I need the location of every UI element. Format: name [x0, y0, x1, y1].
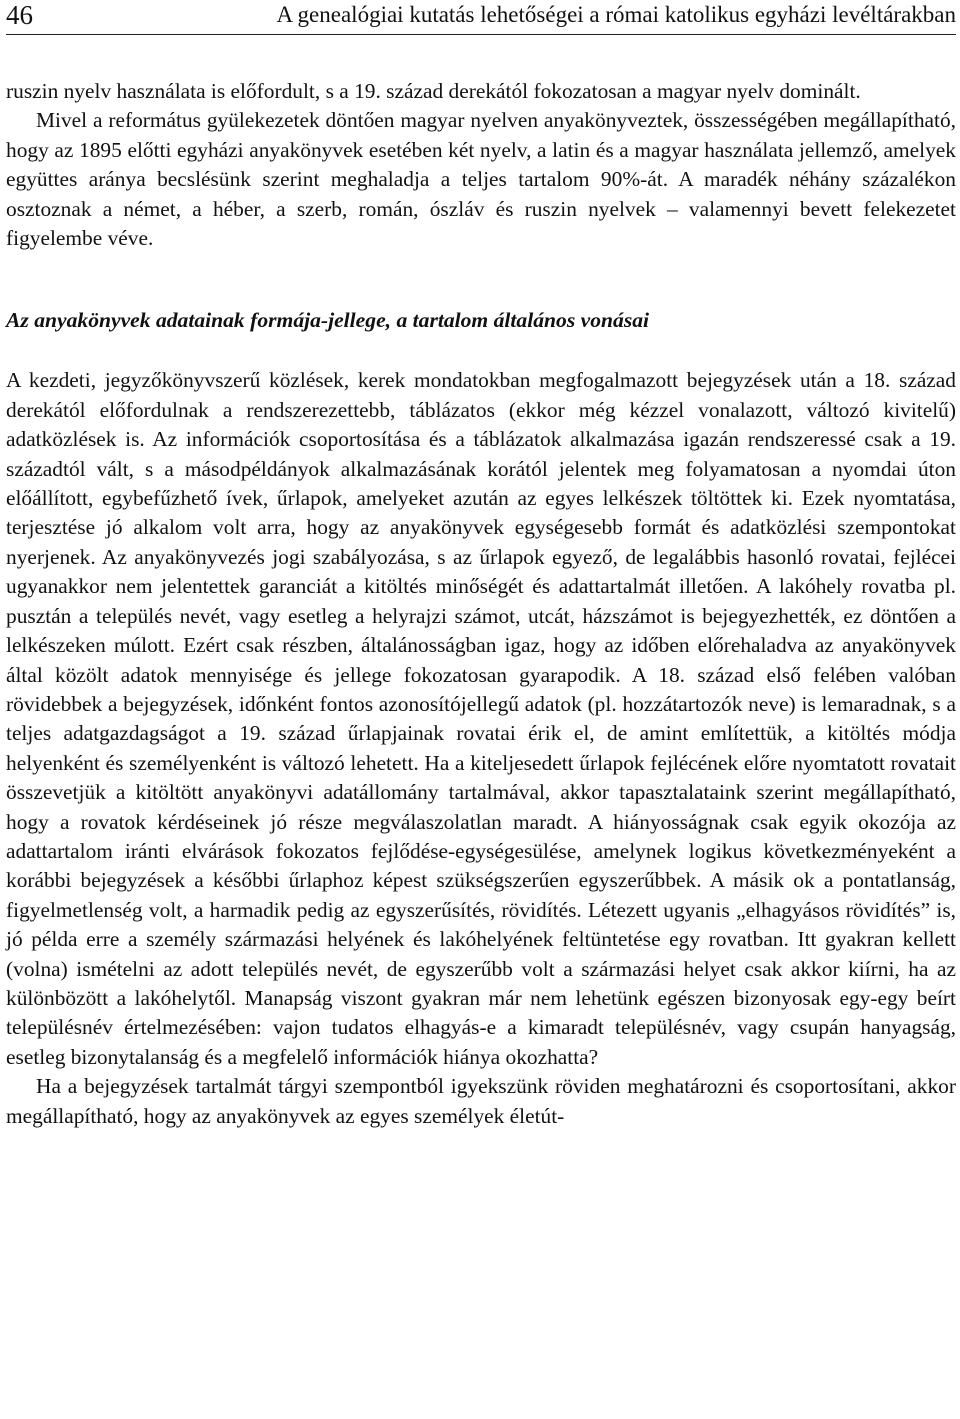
document-page	[6, 0, 956, 1131]
paragraph-languages: Mivel a református gyülekezetek döntően magyar nyelven anyakönyveztek, összességében megállapítható, hogy az 1895 előtti egyházi anyakönyvek esetében két nyelv, a latin és a magyar használata jellemző, amelyek együttes aránya becslésünk szerint meghaladja a teljes tartalom 90%-át. A maradék néhány százalékon osztoznak a német, a héber, a szerb, román, ószláv és ruszin nyelvek – valamennyi bevett felekezetet figyelembe véve.	[6, 108, 956, 251]
running-title: A genealógiai kutatás lehetőségei a római katolikus egyházi levéltárakban	[276, 2, 956, 27]
page-number: 46	[6, 0, 33, 30]
running-header	[6, 0, 956, 35]
paragraph-registry-forms: A kezdeti, jegyzőkönyvszerű közlések, kerek mondatokban megfogalmazott bejegyzések után a 18. század derekától előfordulnak a rendszerezettebb, táblázatos (ekkor még kézzel vonalazott, változó kivitelű) adatközlések is. Az információk csoportosítása és a táblázatok alkalmazása igazán rendszeressé csak a 19. századtól vált, s a másodpéldányok alkalmazásának korától jelentek meg folyamatosan a nyomdai úton előállított, egybefűzhető ívek, űrlapok, amelyeket azután az egyes lelkészek töltöttek ki. Ezek nyomtatása, terjesztése jó alkalom volt arra, hogy az anyakönyvek egységesebb formát és adatközlési szempontokat nyerjenek. Az anyakönyvezés jogi szabályozása, s az űrlapok egyező, de legalábbis hasonló rovatai, fejlécei ugyanakkor nem jelentettek garanciát a kitöltés minőségét és adattartalmát illetően. A lakóhely rovatba pl. pusztán a település nevét, vagy esetleg a helyrajzi számot, utcát, házszámot is bejegyezhették, ez döntően a lelkészeken múlott. Ezért csak részben, általánosságban igaz, hogy az időben előrehaladva az anyakönyvek által közölt adatok mennyisége és jellege fokozatosan gyarapodik. A 18. század első felében valóban rövidebbek a bejegyzések, időnként fontos azonosítójellegű adatok (pl. hozzátartozók neve) is lemaradnak, s a teljes adatgazdagságot a 19. század űrlapjainak rovatai érik el, de amint említettük, a kitöltés módja helyenként és személyenként is változó lehetett. Ha a kiteljesedett űrlapok fejlécének előre nyomtatott rovatait összevetjük a kitöltött anyakönyvi adatállomány tartalmával, akkor tapasztalataink szerint megállapítható, hogy a rovatok kérdéseinek jó része megválaszolatlan maradt. A hiányosságnak csak egyik okozója az adattartalom iránti elvárások fokozatos fejlődése-egységesülése, amelynek logikus következményeként a korábbi bejegyzések a későbbi űrlaphoz képest szükségszerűen egyszerűbbek. A másik ok a pontatlanság, figyelmetlenség volt, a harmadik pedig az egyszerűsítés, rövidítés. Létezett ugyanis „elhagyásos rövidítés” is, jó példa erre a személy származási helyének és lakóhelyének feltüntetése egy rovatban. Itt gyakran kellett (volna) ismételni az adott település nevét, de egyszerűbb volt a származási helyet csak akkor kiírni, ha az különbözött a lakóhelytől. Manapság viszont gyakran már nem lehetünk egészen bizonyosak egy-egy beírt településnév értelmezésében: vajon tudatos elhagyás-e a kimaradt településnév, vagy csupán hanyagság, esetleg bizonytalanság és a megfelelő információk hiánya okozhatta?	[6, 368, 956, 1069]
paragraph-content-grouping: Ha a bejegyzések tartalmát tárgyi szempontból igyekszünk röviden meghatározni és csoportosítani, akkor megállapítható, hogy az anyakönyvek az egyes személyek életút-	[6, 1074, 956, 1128]
section-heading: Az anyakönyvek adatainak formája-jellege, a tartalom általános vonásai	[6, 308, 650, 333]
paragraph-continuation: ruszin nyelv használata is előfordult, s a 19. század derekától fokozatosan a magyar nyelv dominált.	[6, 79, 861, 103]
